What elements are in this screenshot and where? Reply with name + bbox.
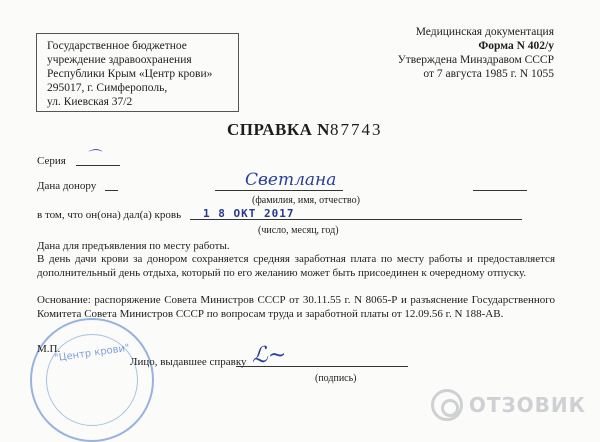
round-stamp-text: "Центр крови" (53, 342, 131, 365)
donor-field-start (105, 190, 118, 191)
org-line: 295017, г. Симферополь, (47, 82, 168, 94)
org-line: Государственное бюджетное (47, 40, 187, 52)
donor-label: Дана донору (37, 180, 97, 192)
org-line: ул. Киевская 37/2 (47, 96, 133, 108)
donor-hint: (фамилия, имя, отчество) (252, 195, 360, 206)
document-title (227, 120, 382, 140)
org-line: Республики Крым «Центр крови» (47, 68, 213, 80)
series-handwriting: ⌒ (86, 149, 100, 165)
basis-paragraph: Основание: распоряжение Совета Министров СССР от 30.11.55 г. N 8065-Р и разъяснение Государственного Комитета Совета Министров СССР по вопросам труда и заработной платы от 12.09.56 г. N 188-АВ. (37, 294, 555, 320)
issuer-label: Лицо, выдавшее справку (130, 356, 247, 368)
header-line: Медицинская документация (415, 26, 554, 38)
org-line: учреждение здравоохранения (47, 54, 192, 66)
signature-hint: (подпись) (315, 373, 357, 384)
title-label: СПРАВКА N (227, 120, 330, 139)
blood-date-stamp: 1 8 ОКТ 2017 (203, 207, 295, 220)
donor-field-end (473, 190, 527, 191)
mp-label: М.П. (37, 343, 61, 355)
blood-label: в том, что он(она) дал(а) кровь (37, 209, 182, 221)
round-stamp (30, 318, 154, 442)
organization-stamp (36, 33, 239, 112)
date-hint: (число, месяц, год) (258, 225, 339, 236)
header-line: от 7 августа 1985 г. N 1055 (423, 68, 554, 80)
donor-name: Светлана (245, 170, 337, 190)
form-number: Форма N 402/у (478, 40, 554, 52)
body-paragraph: В день дачи крови за донором сохраняется средняя заработная плата по месту работы и предоставляется дополнительный день отдыха, который по его желанию может быть присоединен к очередному отпуску. (37, 253, 555, 279)
purpose-text: Дана для предъявления по месту работы. (37, 240, 230, 252)
donor-name-field[interactable] (215, 190, 343, 191)
watermark-text: ОТЗОВИК (468, 393, 586, 417)
header-line: Утверждена Минздравом СССР (397, 54, 554, 66)
series-label: Серия (37, 155, 66, 167)
signature: ℒ~ (252, 343, 287, 368)
certificate-number: 87743 (329, 120, 383, 139)
otzovik-logo-icon (431, 389, 463, 421)
watermark (431, 389, 586, 421)
